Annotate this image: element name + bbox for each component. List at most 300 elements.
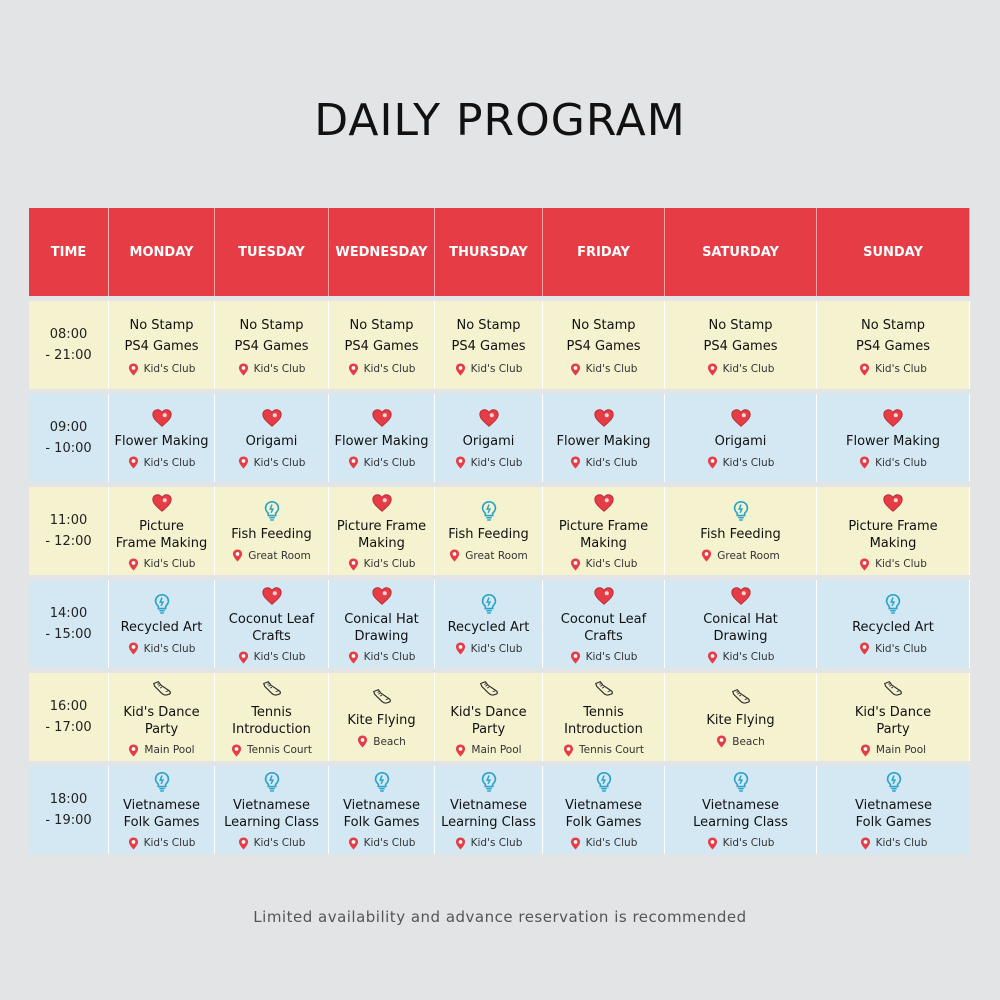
activity-cell [543, 487, 665, 575]
map-pin-icon [348, 558, 359, 571]
sneaker-icon [882, 678, 904, 700]
map-pin-icon [231, 744, 242, 757]
location-label: Kid's Club [253, 837, 306, 849]
activity-name: Flower Making [846, 434, 940, 449]
location-label: Main Pool [144, 744, 195, 756]
activity-cell [817, 673, 970, 761]
location-label: Main Pool [875, 744, 927, 756]
activity-cell [215, 580, 329, 668]
activity-name: No Stamp [239, 317, 304, 333]
lightbulb-icon [883, 771, 905, 793]
activity-cell [665, 301, 817, 389]
heart-icon [371, 407, 393, 429]
activity-name: Folk Games [343, 814, 420, 830]
map-pin-icon [860, 744, 871, 757]
page-title: DAILY PROGRAM [314, 95, 686, 146]
map-pin-icon [455, 363, 466, 376]
map-pin-icon [455, 642, 466, 655]
activity-name: Learning Class [224, 814, 319, 830]
activity-location [860, 744, 926, 757]
activity-cell [817, 487, 970, 575]
location-label: Kid's Club [722, 363, 775, 375]
time-cell [29, 673, 109, 761]
map-pin-icon [357, 735, 368, 748]
activity-name: Party [471, 721, 506, 737]
activity-cell [329, 394, 435, 482]
map-pin-icon [449, 549, 460, 562]
activity-location [128, 642, 196, 655]
activity-name: Vietnamese [565, 797, 642, 813]
activity-location [128, 456, 196, 469]
time-end: - 21:00 [45, 348, 92, 363]
activity-cell [329, 673, 435, 761]
activity-location [238, 837, 306, 850]
activity-location [348, 363, 416, 376]
lightbulb-icon [261, 771, 283, 793]
activity-cell [109, 766, 215, 854]
activity-location [563, 744, 644, 757]
time-cell [29, 580, 109, 668]
time-end: - 19:00 [45, 813, 92, 828]
location-label: Kid's Club [470, 456, 523, 469]
activity-name: Picture Frame [336, 518, 427, 534]
map-pin-icon [128, 558, 139, 571]
activity-cell [109, 673, 215, 761]
activity-name: Coconut Leaf [228, 611, 315, 627]
activity-name: Recycled Art [852, 620, 934, 635]
location-label: Main Pool [471, 744, 522, 756]
heart-icon [478, 407, 500, 429]
time-start: 11:00 [49, 513, 88, 528]
map-pin-icon [348, 456, 359, 469]
location-label: Kid's Club [253, 363, 306, 375]
lightbulb-icon [593, 771, 615, 793]
activity-cell [435, 673, 543, 761]
activity-location [570, 456, 638, 469]
heart-icon [730, 407, 752, 429]
activity-name: Vietnamese [233, 797, 310, 813]
activity-location [570, 651, 638, 664]
activity-location [238, 651, 306, 664]
activity-name: PS4 Games [344, 338, 419, 354]
lightbulb-icon [478, 500, 500, 522]
header-wednesday: WEDNESDAY [329, 208, 435, 296]
location-label: Great Room [248, 549, 311, 562]
activity-name: Folk Games [123, 814, 200, 830]
heart-icon [593, 585, 615, 607]
footer-note: Limited availability and advance reservation is recommended [253, 908, 747, 926]
activity-cell [543, 766, 665, 854]
activity-name: PS4 Games [703, 338, 778, 354]
activity-name: PS4 Games [566, 338, 641, 354]
activity-location [128, 363, 196, 376]
location-label: Kid's Club [585, 558, 638, 570]
activity-name: PS4 Games [124, 338, 199, 354]
activity-name: Coconut Leaf [560, 611, 647, 627]
activity-name: Picture Frame [558, 518, 649, 534]
activity-cell [435, 301, 543, 389]
activity-name: Vietnamese [123, 797, 200, 813]
map-pin-icon [701, 549, 712, 562]
location-label: Kid's Club [722, 456, 775, 469]
activity-name: No Stamp [708, 317, 773, 333]
location-label: Kid's Club [585, 837, 638, 849]
activity-cell [435, 394, 543, 482]
activity-name: Vietnamese [343, 797, 420, 813]
map-pin-icon [570, 456, 581, 469]
header-time: TIME [29, 208, 109, 296]
lightbulb-icon [730, 500, 752, 522]
activity-location [716, 735, 765, 748]
activity-location [449, 549, 527, 562]
activity-cell [215, 766, 329, 854]
location-label: Tennis Court [247, 744, 312, 756]
heart-icon [882, 492, 904, 514]
map-pin-icon [348, 651, 359, 664]
activity-location [128, 837, 196, 850]
activity-name: Folk Games [855, 814, 932, 830]
lightbulb-icon [478, 593, 500, 615]
map-pin-icon [570, 558, 581, 571]
activity-cell [109, 301, 215, 389]
sneaker-icon [730, 686, 752, 708]
location-label: Kid's Club [143, 456, 196, 469]
activity-cell [329, 301, 435, 389]
map-pin-icon [570, 837, 581, 850]
activity-location [231, 744, 312, 757]
location-label: Kid's Club [363, 456, 416, 469]
map-pin-icon [238, 837, 249, 850]
map-pin-icon [128, 642, 139, 655]
time-cell [29, 394, 109, 482]
activity-name: PS4 Games [451, 338, 526, 354]
map-pin-icon [716, 735, 727, 748]
activity-location [232, 549, 310, 562]
lightbulb-icon [478, 771, 500, 793]
activity-name: Picture Frame [848, 518, 938, 534]
activity-location [128, 744, 194, 757]
map-pin-icon [128, 744, 139, 757]
activity-name: Crafts [584, 628, 623, 644]
activity-name: Kid's Dance [450, 704, 527, 720]
activity-name: Folk Games [565, 814, 642, 830]
map-pin-icon [859, 642, 870, 655]
sneaker-icon [261, 678, 283, 700]
activity-name: Origami [462, 434, 515, 449]
activity-cell [109, 487, 215, 575]
header-saturday: SATURDAY [665, 208, 817, 296]
heart-icon [371, 585, 393, 607]
time-start: 09:00 [49, 420, 88, 435]
activity-name: Origami [714, 434, 767, 449]
activity-name: Conical Hat [344, 611, 419, 627]
time-start: 16:00 [49, 699, 88, 714]
location-label: Kid's Club [363, 651, 416, 663]
location-label: Beach [373, 735, 406, 748]
map-pin-icon [238, 456, 249, 469]
activity-cell [543, 394, 665, 482]
activity-cell [543, 301, 665, 389]
map-pin-icon [238, 363, 249, 376]
activity-name: Picture [139, 518, 184, 534]
activity-cell [215, 487, 329, 575]
activity-cell [543, 673, 665, 761]
activity-name: Drawing [713, 628, 768, 644]
heart-icon [593, 407, 615, 429]
lightbulb-icon [261, 500, 283, 522]
activity-location [348, 456, 416, 469]
location-label: Kid's Club [143, 558, 196, 570]
activity-location [238, 363, 306, 376]
activity-location [570, 837, 638, 850]
activity-cell [329, 580, 435, 668]
activity-location [859, 642, 927, 655]
activity-name: Vietnamese [855, 797, 932, 813]
activity-name: No Stamp [571, 317, 636, 333]
heart-icon [261, 407, 283, 429]
location-label: Kid's Club [253, 456, 306, 469]
location-label: Kid's Club [875, 456, 927, 469]
activity-name: Learning Class [441, 814, 536, 830]
activity-cell [435, 487, 543, 575]
activity-name: Tennis [251, 704, 292, 720]
activity-name: Kite Flying [347, 713, 416, 728]
activity-name: Making [358, 535, 405, 551]
activity-name: Kite Flying [706, 713, 775, 728]
activity-location [860, 837, 928, 850]
time-start: 14:00 [49, 606, 88, 621]
activity-cell [215, 673, 329, 761]
location-label: Kid's Club [470, 363, 523, 375]
activity-location [701, 549, 779, 562]
time-end: - 12:00 [45, 534, 92, 549]
activity-location [570, 363, 638, 376]
sneaker-icon [151, 678, 173, 700]
time-start: 08:00 [49, 327, 88, 342]
activity-name: Making [580, 535, 627, 551]
activity-name: Introduction [564, 721, 643, 737]
location-label: Kid's Club [875, 558, 927, 570]
sneaker-icon [478, 678, 500, 700]
activity-location [238, 456, 306, 469]
activity-location [348, 558, 416, 571]
location-label: Kid's Club [875, 837, 928, 849]
map-pin-icon [570, 651, 581, 664]
location-label: Kid's Club [363, 558, 416, 570]
map-pin-icon [348, 363, 359, 376]
heart-icon [151, 492, 173, 514]
sneaker-icon [371, 686, 393, 708]
lightbulb-icon [151, 593, 173, 615]
activity-location [455, 642, 523, 655]
map-pin-icon [860, 837, 871, 850]
location-label: Kid's Club [470, 642, 523, 655]
activity-cell [215, 394, 329, 482]
activity-name: No Stamp [456, 317, 521, 333]
time-cell [29, 487, 109, 575]
location-label: Kid's Club [363, 837, 416, 849]
location-label: Kid's Club [253, 651, 306, 663]
activity-name: Vietnamese [702, 797, 779, 813]
activity-location [707, 651, 775, 664]
lightbulb-icon [882, 593, 904, 615]
location-label: Kid's Club [585, 651, 638, 663]
heart-icon [730, 585, 752, 607]
lightbulb-icon [151, 771, 173, 793]
location-label: Kid's Club [143, 363, 196, 375]
lightbulb-icon [730, 771, 752, 793]
map-pin-icon [570, 363, 581, 376]
activity-name: Introduction [232, 721, 311, 737]
location-label: Kid's Club [363, 363, 416, 375]
activity-location [455, 363, 523, 376]
heart-icon [261, 585, 283, 607]
time-end: - 17:00 [45, 720, 92, 735]
activity-cell [665, 580, 817, 668]
activity-location [707, 456, 775, 469]
activity-cell [665, 673, 817, 761]
activity-location [455, 456, 523, 469]
activity-cell [215, 301, 329, 389]
map-pin-icon [128, 363, 139, 376]
location-label: Kid's Club [875, 363, 927, 375]
header-tuesday: TUESDAY [215, 208, 329, 296]
lightbulb-icon [371, 771, 393, 793]
location-label: Tennis Court [579, 744, 644, 756]
activity-name: Drawing [354, 628, 409, 644]
header-sunday: SUNDAY [817, 208, 970, 296]
location-label: Kid's Club [470, 837, 523, 849]
activity-name: PS4 Games [856, 338, 930, 354]
location-label: Kid's Club [722, 837, 775, 849]
activity-location [348, 837, 416, 850]
activity-cell [817, 580, 970, 668]
header-monday: MONDAY [109, 208, 215, 296]
location-label: Great Room [717, 549, 780, 562]
map-pin-icon [128, 456, 139, 469]
activity-name: Vietnamese [450, 797, 527, 813]
activity-cell [543, 580, 665, 668]
activity-cell [109, 394, 215, 482]
activity-name: Frame Making [115, 535, 208, 551]
map-pin-icon [348, 837, 359, 850]
activity-location [348, 651, 416, 664]
activity-name: PS4 Games [234, 338, 309, 354]
activity-name: No Stamp [129, 317, 194, 333]
activity-name: Party [144, 721, 179, 737]
activity-cell [665, 766, 817, 854]
time-end: - 15:00 [45, 627, 92, 642]
activity-name: Fish Feeding [700, 527, 781, 542]
map-pin-icon [707, 456, 718, 469]
activity-name: Fish Feeding [448, 527, 529, 542]
activity-cell [665, 487, 817, 575]
map-pin-icon [859, 363, 870, 376]
map-pin-icon [455, 456, 466, 469]
location-label: Beach [732, 735, 765, 748]
activity-location [859, 363, 927, 376]
activity-cell [435, 580, 543, 668]
map-pin-icon [128, 837, 139, 850]
time-cell [29, 301, 109, 389]
activity-cell [329, 487, 435, 575]
map-pin-icon [232, 549, 243, 562]
activity-name: Learning Class [693, 814, 788, 830]
activity-name: No Stamp [349, 317, 414, 333]
activity-location [707, 837, 775, 850]
activity-name: Fish Feeding [231, 527, 312, 542]
location-label: Kid's Club [143, 642, 196, 655]
activity-cell [817, 394, 970, 482]
location-label: Great Room [465, 549, 528, 562]
activity-name: Flower Making [114, 434, 209, 449]
activity-name: Tennis [583, 704, 624, 720]
activity-name: Recycled Art [120, 620, 203, 635]
map-pin-icon [455, 837, 466, 850]
location-label: Kid's Club [143, 837, 196, 849]
map-pin-icon [238, 651, 249, 664]
activity-name: Flower Making [334, 434, 429, 449]
activity-cell [109, 580, 215, 668]
heart-icon [882, 407, 904, 429]
sneaker-icon [593, 678, 615, 700]
location-label: Kid's Club [875, 642, 927, 655]
location-label: Kid's Club [585, 456, 638, 469]
activity-name: Kid's Dance [854, 704, 932, 720]
activity-cell [817, 766, 970, 854]
activity-name: Kid's Dance [123, 704, 200, 720]
activity-cell [329, 766, 435, 854]
schedule-table [29, 208, 970, 854]
activity-name: Making [869, 535, 917, 551]
activity-name: Party [876, 721, 910, 737]
time-start: 18:00 [49, 792, 88, 807]
activity-name: Recycled Art [447, 620, 530, 635]
map-pin-icon [859, 456, 870, 469]
activity-location [128, 558, 196, 571]
activity-name: Flower Making [556, 434, 651, 449]
activity-cell [665, 394, 817, 482]
activity-name: Conical Hat [703, 611, 778, 627]
activity-location [707, 363, 775, 376]
activity-cell [817, 301, 970, 389]
heart-icon [371, 492, 393, 514]
activity-name: No Stamp [860, 317, 926, 333]
time-cell [29, 766, 109, 854]
activity-name: Crafts [252, 628, 291, 644]
map-pin-icon [707, 837, 718, 850]
map-pin-icon [455, 744, 466, 757]
header-thursday: THURSDAY [435, 208, 543, 296]
activity-location [455, 744, 521, 757]
activity-location [570, 558, 638, 571]
map-pin-icon [707, 651, 718, 664]
header-friday: FRIDAY [543, 208, 665, 296]
activity-cell [435, 766, 543, 854]
activity-location [455, 837, 523, 850]
activity-location [859, 558, 927, 571]
heart-icon [151, 407, 173, 429]
activity-location [357, 735, 406, 748]
heart-icon [593, 492, 615, 514]
map-pin-icon [859, 558, 870, 571]
time-end: - 10:00 [45, 441, 92, 456]
activity-location [859, 456, 927, 469]
location-label: Kid's Club [722, 651, 775, 663]
location-label: Kid's Club [585, 363, 638, 375]
map-pin-icon [563, 744, 574, 757]
activity-name: Origami [245, 434, 298, 449]
